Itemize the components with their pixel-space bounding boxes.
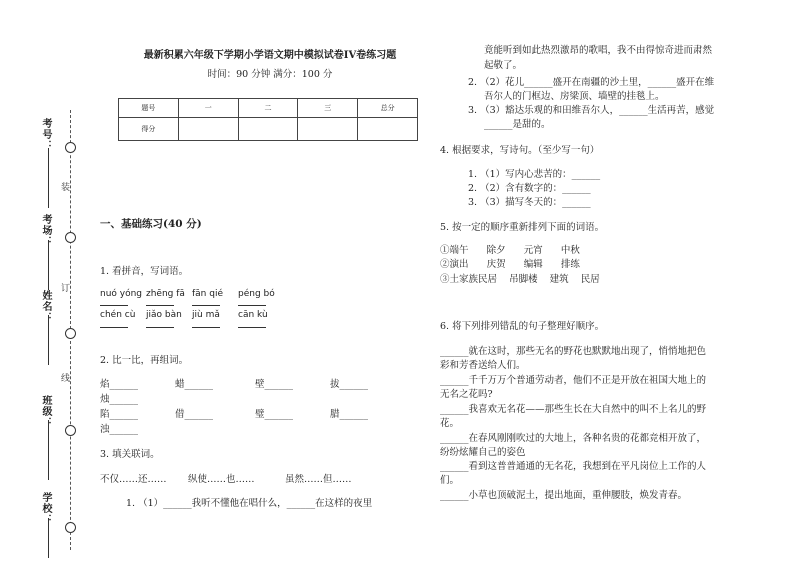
answer-blank[interactable] bbox=[192, 327, 220, 328]
score-table-cell: 一 bbox=[178, 99, 238, 118]
word-item[interactable]: 壁______ bbox=[255, 379, 294, 390]
question-item[interactable]: 3. （3）豁达乐观的和田维吾尔人，______生活再苦，感觉 bbox=[468, 105, 715, 116]
word-item[interactable]: 璧______ bbox=[255, 409, 294, 420]
answer-blank[interactable] bbox=[146, 305, 174, 306]
sentence-line[interactable]: ______小草也顶破泥土，提出地面，重伸腰肢，焕发青春。 bbox=[440, 490, 688, 501]
connector: 不仅……还…… bbox=[100, 474, 167, 485]
score-table-cell: 总分 bbox=[358, 99, 418, 118]
word-row: ②演出 庆贺 编辑 排练 bbox=[440, 259, 580, 270]
exam-no-label: 考号： bbox=[40, 118, 51, 151]
pinyin: jiù mǎ bbox=[192, 310, 220, 320]
section-heading: 一、基础练习(40 分) bbox=[100, 218, 202, 230]
question-prompt: 1. 看拼音，写词语。 bbox=[100, 266, 189, 277]
school-field[interactable] bbox=[48, 518, 49, 558]
score-input-cell[interactable] bbox=[358, 118, 418, 141]
sentence-line: 们。 bbox=[440, 475, 460, 486]
word-item[interactable]: 烛______ bbox=[100, 394, 139, 405]
binding-hole bbox=[65, 142, 76, 153]
answer-blank[interactable] bbox=[146, 327, 174, 328]
connector: 纵使……也…… bbox=[188, 474, 255, 485]
pinyin: jiǎo bàn bbox=[146, 310, 182, 320]
sentence-line[interactable]: ______看到这普普通通的无名花，我想到在平凡岗位上工作的人 bbox=[440, 461, 707, 472]
word-row: ①端午 除夕 元宵 中秋 bbox=[440, 245, 580, 256]
answer-blank[interactable] bbox=[100, 327, 128, 328]
score-table-cell: 二 bbox=[238, 99, 298, 118]
word-item[interactable]: 腊______ bbox=[330, 409, 369, 420]
score-table-cell: 三 bbox=[298, 99, 358, 118]
pinyin: fān qié bbox=[192, 289, 223, 299]
answer-blank[interactable] bbox=[192, 305, 220, 306]
seal-char: 订 bbox=[59, 283, 69, 292]
binding-hole bbox=[65, 522, 76, 533]
binding-hole bbox=[65, 232, 76, 243]
pinyin: péng bó bbox=[238, 289, 275, 299]
binding-hole bbox=[65, 328, 76, 339]
exam-room-field[interactable] bbox=[48, 240, 49, 290]
question-prompt: 3. 填关联词。 bbox=[100, 449, 160, 460]
pinyin: cān kù bbox=[238, 310, 268, 320]
question-prompt: 4. 根据要求，写诗句。（至少写一句） bbox=[440, 145, 600, 156]
question-item[interactable]: 1. （1）写内心悲苦的：______ bbox=[468, 169, 601, 180]
sentence-line[interactable]: ______我喜欢无名花——那些生长在大自然中的叫不上名儿的野 bbox=[440, 404, 707, 415]
word-item[interactable]: 拔______ bbox=[330, 379, 369, 390]
class-label: 班级： bbox=[40, 395, 51, 428]
text-line: 吾尔人的门框边、房梁顶、墙壁的挂毯上。 bbox=[484, 91, 665, 102]
word-item[interactable]: 蜡______ bbox=[175, 379, 214, 390]
connector: 虽然……但…… bbox=[285, 474, 352, 485]
word-row: ③土家族民居 吊脚楼 建筑 民居 bbox=[440, 274, 600, 285]
answer-blank[interactable] bbox=[238, 327, 266, 328]
answer-blank[interactable] bbox=[238, 305, 266, 306]
question-prompt: 6. 将下列排列错乱的句子整理好顺序。 bbox=[440, 321, 605, 332]
binding-hole bbox=[65, 425, 76, 436]
page-title: 最新积累六年级下学期小学语文期中模拟试卷IV卷练习题 bbox=[143, 50, 397, 61]
question-prompt: 5. 按一定的顺序重新排列下面的词语。 bbox=[440, 222, 605, 233]
exam-room-label: 考场： bbox=[40, 214, 51, 247]
sentence-line: 无名之花吗? bbox=[440, 389, 493, 400]
question-item[interactable]: 2. （2）花儿______盛开在南疆的沙土里，______盛开在维 bbox=[468, 77, 715, 88]
score-table bbox=[118, 98, 418, 141]
answer-blank[interactable] bbox=[100, 305, 128, 306]
question-prompt: 2. 比一比，再组词。 bbox=[100, 355, 189, 366]
word-item[interactable]: 焰______ bbox=[100, 379, 139, 390]
exam-no-field[interactable] bbox=[48, 148, 49, 208]
sentence-line[interactable]: ______在春风刚刚吹过的大地上，各种名贵的花都竞相开放了， bbox=[440, 433, 707, 444]
seal-char: 装 bbox=[59, 182, 69, 191]
sentence-line: 花。 bbox=[440, 418, 460, 429]
sentence-line: 纷纷炫耀自己的姿色 bbox=[440, 447, 526, 458]
score-input-cell[interactable] bbox=[178, 118, 238, 141]
question-item[interactable]: 2. （2）含有数字的：______ bbox=[468, 183, 591, 194]
word-item[interactable]: 陷______ bbox=[100, 409, 139, 420]
score-table-cell: 题号 bbox=[119, 99, 179, 118]
name-field[interactable] bbox=[48, 315, 49, 365]
pinyin: chén cù bbox=[100, 310, 136, 320]
text-line: 起敬了。 bbox=[484, 60, 523, 71]
score-input-cell[interactable] bbox=[298, 118, 358, 141]
sentence-line[interactable]: ______千千万万个普通劳动者，他们不正是开放在祖国大地上的 bbox=[440, 375, 707, 386]
sentence-line: 彩和芳香送给人们。 bbox=[440, 360, 526, 371]
word-item[interactable]: 借______ bbox=[175, 409, 214, 420]
school-label: 学校： bbox=[40, 492, 51, 525]
text-line: 竟能听到如此热烈激昂的歌唱，我不由得惊奇进而肃然 bbox=[484, 45, 713, 56]
pinyin: nuó yóng bbox=[100, 289, 143, 299]
pinyin: zhēng fā bbox=[146, 289, 185, 299]
word-item[interactable]: 浊______ bbox=[100, 424, 139, 435]
name-label: 姓名： bbox=[40, 290, 51, 323]
class-field[interactable] bbox=[48, 420, 49, 480]
sentence-line[interactable]: ______就在这时，那些无名的野花也默默地出现了，悄悄地把色 bbox=[440, 346, 707, 357]
question-item[interactable]: 1. （1）______我听不懂他在唱什么，______在这样的夜里 bbox=[126, 498, 373, 509]
seal-char: 线 bbox=[59, 373, 69, 382]
exam-subtitle: 时间：90 分钟 满分：100 分 bbox=[207, 69, 333, 80]
text-line[interactable]: ______是甜的。 bbox=[484, 119, 551, 130]
question-item[interactable]: 3. （3）描写冬天的：______ bbox=[468, 197, 591, 208]
score-table-cell: 得分 bbox=[119, 118, 179, 141]
score-input-cell[interactable] bbox=[238, 118, 298, 141]
